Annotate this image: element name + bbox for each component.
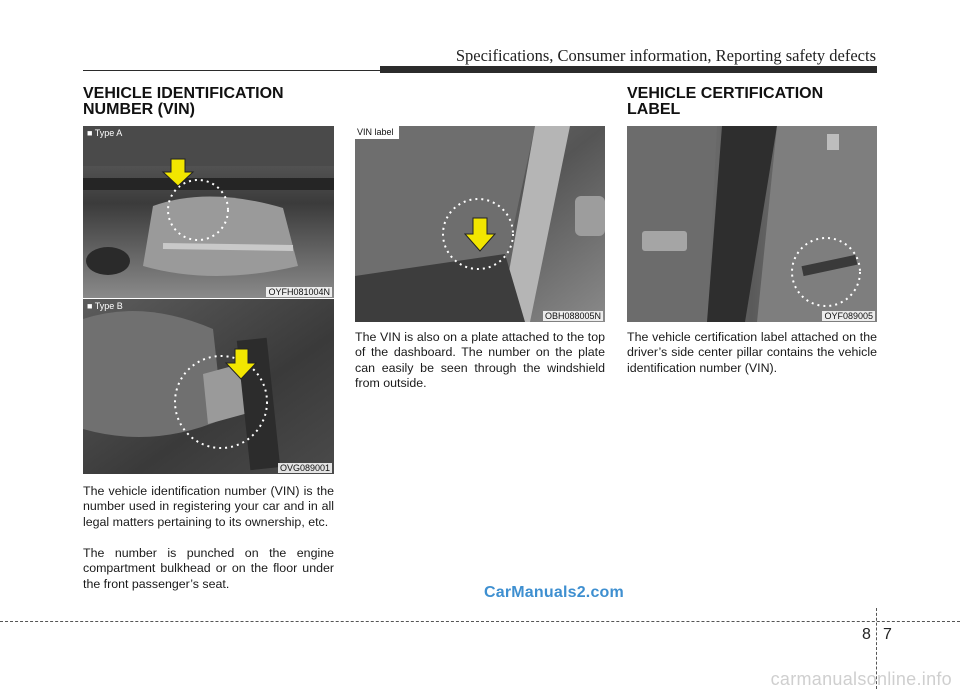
vin-paragraph-1: The vehicle identification number (VIN) is the number used in registering your car and in all legal matters pertaining to its ownership, etc. xyxy=(83,484,334,529)
center-pillar-photo xyxy=(627,126,877,322)
vin-heading: VEHICLE IDENTIFICATION NUMBER (VIN) xyxy=(83,85,284,118)
vin-plate-paragraph: The VIN is also on a plate attached to the top of the dashboard. The number on the plate can easily be seen through the windshield from outside. xyxy=(355,330,605,391)
vin-paragraph-2: The number is punched on the engine compartment bulkhead or on the floor under the front passenger’s seat. xyxy=(83,546,334,591)
watermark-link[interactable]: CarManuals2.com xyxy=(484,584,624,601)
page-number: 7 xyxy=(883,626,892,643)
floor-seat-photo xyxy=(83,299,334,474)
figure-code: OBH088005N xyxy=(544,311,601,321)
figure-code: OYFH081004N xyxy=(268,287,330,297)
type-a-label: ■ Type A xyxy=(87,128,123,138)
footer-rule xyxy=(0,621,960,622)
vin-label-tag: VIN label xyxy=(355,126,399,139)
footer-url[interactable]: carmanualsonline.info xyxy=(770,669,952,689)
certification-paragraph: The vehicle certification label attached on the driver’s side center pillar contains the vehicle identification number (VIN). xyxy=(627,330,877,375)
figure-code: OYF089005 xyxy=(824,311,873,321)
header-bar xyxy=(380,66,877,73)
figure-code: OVG089001 xyxy=(279,463,330,473)
running-header: Specifications, Consumer information, Reporting safety defects xyxy=(455,46,876,65)
header-rule xyxy=(83,70,380,71)
certification-heading: VEHICLE CERTIFICATION LABEL xyxy=(627,85,824,118)
engine-bay-photo xyxy=(83,126,334,298)
section-number: 8 xyxy=(862,626,871,643)
dashboard-vin-photo xyxy=(355,126,605,322)
type-b-label: ■ Type B xyxy=(87,301,123,311)
